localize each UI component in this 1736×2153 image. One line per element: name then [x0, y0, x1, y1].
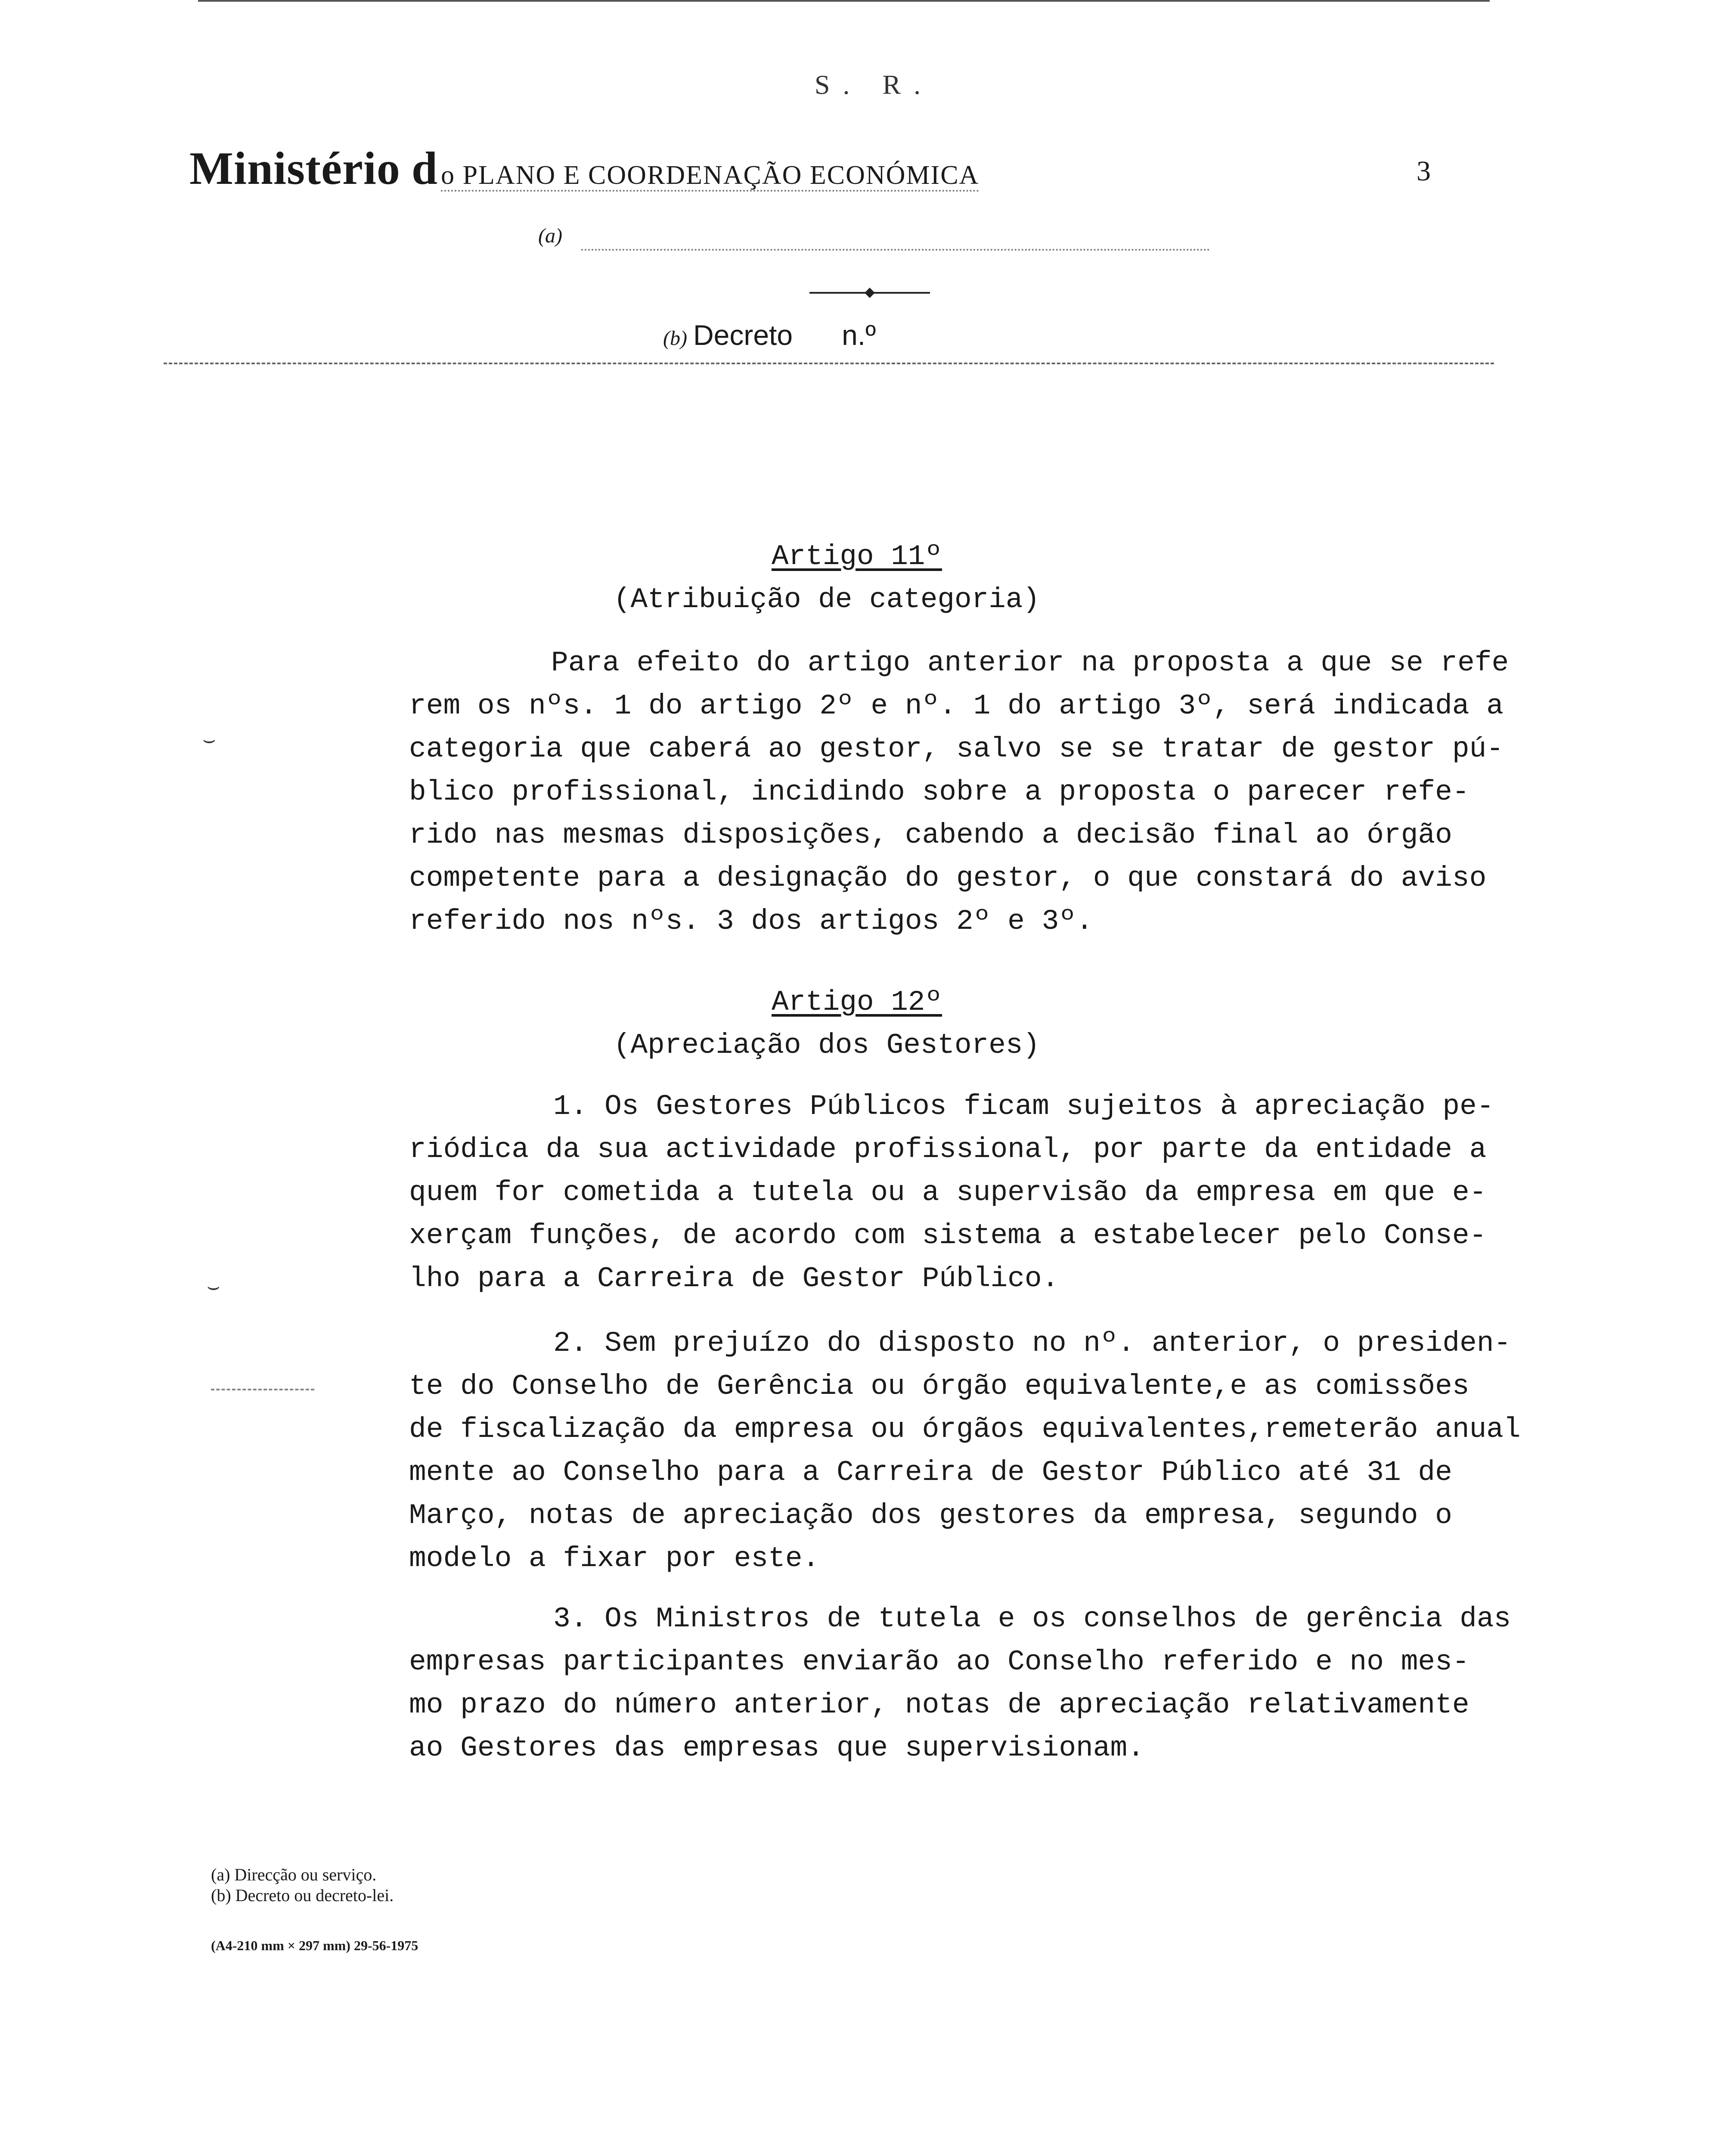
ornament-divider — [805, 284, 934, 301]
ministry-connector: d — [411, 143, 437, 194]
article-11-line: rem os nºs. 1 do artigo 2º e nº. 1 do artigo 3º, será indicada a — [409, 690, 1504, 722]
article-12-paragraph-3-line: ao Gestores das empresas que supervisionam. — [409, 1732, 1144, 1764]
top-border-rule — [198, 0, 1490, 2]
article-12-paragraph-1-line: riódica da sua actividade profissional, por parte da entidade a — [409, 1133, 1487, 1166]
article-12-paragraph-1-line: lho para a Carreira de Gestor Público. — [409, 1263, 1059, 1295]
punch-mark: ⌣ — [207, 1275, 220, 1298]
article-12-paragraph-3-line: mo prazo do número anterior, notas de apreciação relativamente — [409, 1689, 1469, 1721]
article-12-paragraph-1-line: xerçam funções, de acordo com sistema a estabelecer pelo Conse- — [409, 1219, 1487, 1252]
article-11-line: categoria que caberá ao gestor, salvo se se tratar de gestor pú- — [409, 733, 1504, 765]
article-12-title-text: Artigo 12º — [771, 986, 942, 1018]
service-line-label: (a) — [538, 224, 562, 247]
footnote-a: (a) Direcção ou serviço. — [211, 1865, 377, 1884]
article-11-title-text: Artigo 11º — [771, 540, 942, 573]
decree-label-b: (b) — [663, 327, 687, 350]
service-line-dots — [581, 249, 1210, 251]
ministry-heading — [189, 142, 979, 195]
article-12-paragraph-3-line: 3. Os Ministros de tutela e os conselhos de gerência das — [553, 1603, 1511, 1635]
scan-dash-mark — [211, 1389, 314, 1390]
emblem-text: S. R. — [814, 69, 934, 100]
article-12-paragraph-2-line: 2. Sem prejuízo do disposto no nº. anterior, o presiden- — [553, 1327, 1511, 1359]
state-emblem — [775, 69, 973, 121]
article-12-paragraph-2-line: de fiscalização da empresa ou órgãos equivalentes,remeterão anual — [409, 1413, 1521, 1446]
article-11-title — [732, 540, 982, 573]
decree-line — [663, 319, 876, 351]
article-12-paragraph-3-line: empresas participantes enviarão ao Conselho referido e no mes- — [409, 1646, 1469, 1678]
article-12-paragraph-2-line: te do Conselho de Gerência ou órgão equivalente,e as comissões — [409, 1370, 1469, 1402]
footnote-b: (b) Decreto ou decreto-lei. — [211, 1886, 394, 1905]
page-number: 3 — [1417, 155, 1431, 187]
article-12-title — [732, 986, 982, 1018]
decree-number-label: n.º — [842, 319, 876, 351]
punch-mark: ⌣ — [202, 728, 216, 751]
article-11-line: rido nas mesmas disposições, cabendo a decisão final ao órgão — [409, 819, 1452, 851]
ornament-diamond — [865, 288, 875, 298]
article-12-subtitle: (Apreciação dos Gestores) — [613, 1029, 1040, 1061]
article-12-paragraph-1-line: quem for cometida a tutela ou a supervisão da empresa em que e- — [409, 1176, 1487, 1209]
ministry-word: Ministério — [189, 143, 400, 194]
article-11-line: blico profissional, incidindo sobre a proposta o parecer refe- — [409, 776, 1469, 808]
decree-rule — [164, 363, 1494, 364]
article-11-line: competente para a designação do gestor, o que constará do aviso — [409, 862, 1487, 894]
decree-word: Decreto — [693, 319, 793, 351]
article-11-line: referido nos nºs. 3 dos artigos 2º e 3º. — [409, 905, 1093, 937]
article-11-line: Para efeito do artigo anterior na proposta a que se refe — [551, 647, 1509, 679]
article-12-paragraph-2-line: Março, notas de apreciação dos gestores da empresa, segundo o — [409, 1499, 1452, 1532]
article-12-paragraph-1-line: 1. Os Gestores Públicos ficam sujeitos à apreciação pe- — [553, 1090, 1494, 1123]
article-12-paragraph-2-line: mente ao Conselho para a Carreira de Gestor Público até 31 de — [409, 1456, 1452, 1489]
ministry-name: o PLANO E COORDENAÇÃO ECONÓMICA — [441, 161, 979, 192]
form-code: (A4-210 mm × 297 mm) 29-56-1975 — [211, 1938, 418, 1953]
article-11-subtitle: (Atribuição de categoria) — [613, 583, 1040, 616]
article-12-paragraph-2-line: modelo a fixar por este. — [409, 1542, 820, 1575]
